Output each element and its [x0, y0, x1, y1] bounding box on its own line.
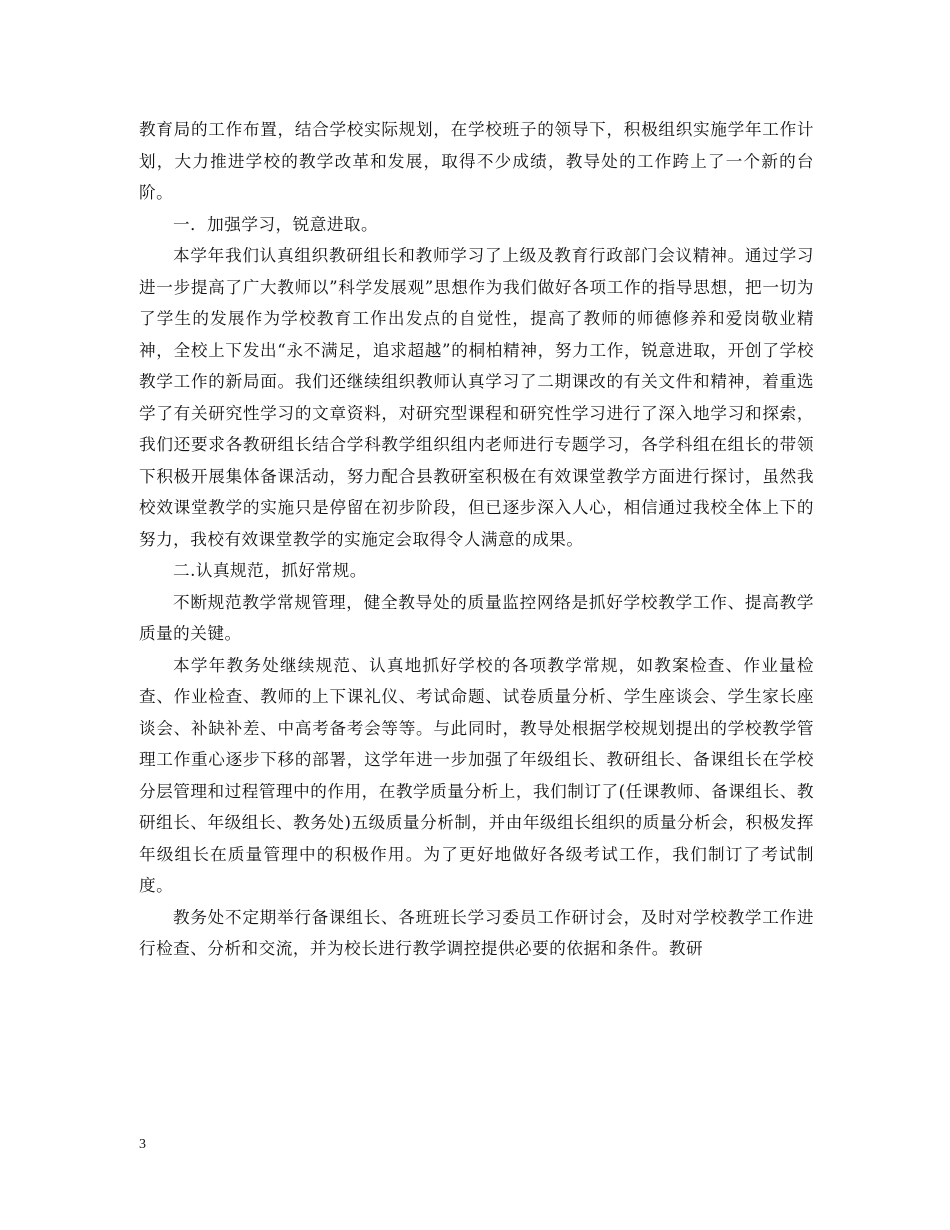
document-body: [139, 114, 814, 965]
paragraph: 本学年教务处继续规范、认真地抓好学校的各项教学常规，如教案检查、作业量检查、作业检查、教师的上下课礼仪、考试命题、试卷质量分析、学生座谈会、学生家长座谈会、补缺补差、中高考备考会等等。与此同时，教导处根据学校规划提出的学校教学管理工作重心逐步下移的部署，这学年进一步加强了年级组长、教研组长、备课组长在学校分层管理和过程管理中的作用，在教学质量分析上，我们制订了(任课教师、备课组长、教研组长、年级组长、教务处)五级质量分析制，并由年级组长组织的质量分析会，积极发挥年级组长在质量管理中的积极作用。为了更好地做好各级考试工作，我们制订了考试制度。: [139, 655, 814, 895]
page-number: 3: [139, 1137, 146, 1152]
paragraph: 不断规范教学常规管理，健全教导处的质量监控网络是抓好学校教学工作、提高教学质量的关键。: [139, 592, 814, 643]
section-heading: 二.认真规范，抓好常规。: [173, 561, 367, 580]
paragraph: 教务处不定期举行备课组长、各班班长学习委员工作研讨会，及时对学校教学工作进行检查、分析和交流，并为校长进行教学调控提供必要的依据和条件。教研: [139, 907, 814, 958]
paragraph: 教育局的工作布置，结合学校实际规划，在学校班子的领导下，积极组织实施学年工作计划，大力推进学校的教学改革和发展，取得不少成绩，教导处的工作跨上了一个新的台阶。: [139, 120, 814, 202]
section-heading: 一．加强学习，锐意进取。: [173, 214, 379, 234]
paragraph: 本学年我们认真组织教研组长和教师学习了上级及教育行政部门会议精神。通过学习进一步提高了广大教师以”科学发展观”思想作为我们做好各项工作的指导思想，把一切为了学生的发展作为学校教育工作出发点的自觉性，提高了教师的师德修养和爱岗敬业精神，全校上下发出“永不满足，追求超越”的桐柏精神，努力工作，锐意进取，开创了学校教学工作的新局面。我们还继续组织教师认真学习了二期课改的有关文件和精神，着重选学了有关研究性学习的文章资料，对研究型课程和研究性学习进行了深入地学习和探索，我们还要求各教研组长结合学科教学组织组内老师进行专题学习，各学科组在组长的带领下积极开展集体备课活动，努力配合县教研室积极在有效课堂教学方面进行探讨，虽然我校效课堂教学的实施只是停留在初步阶段，但已逐步深入人心，相信通过我校全体上下的努力，我校有效课堂教学的实施定会取得令人满意的成果。: [139, 246, 814, 549]
